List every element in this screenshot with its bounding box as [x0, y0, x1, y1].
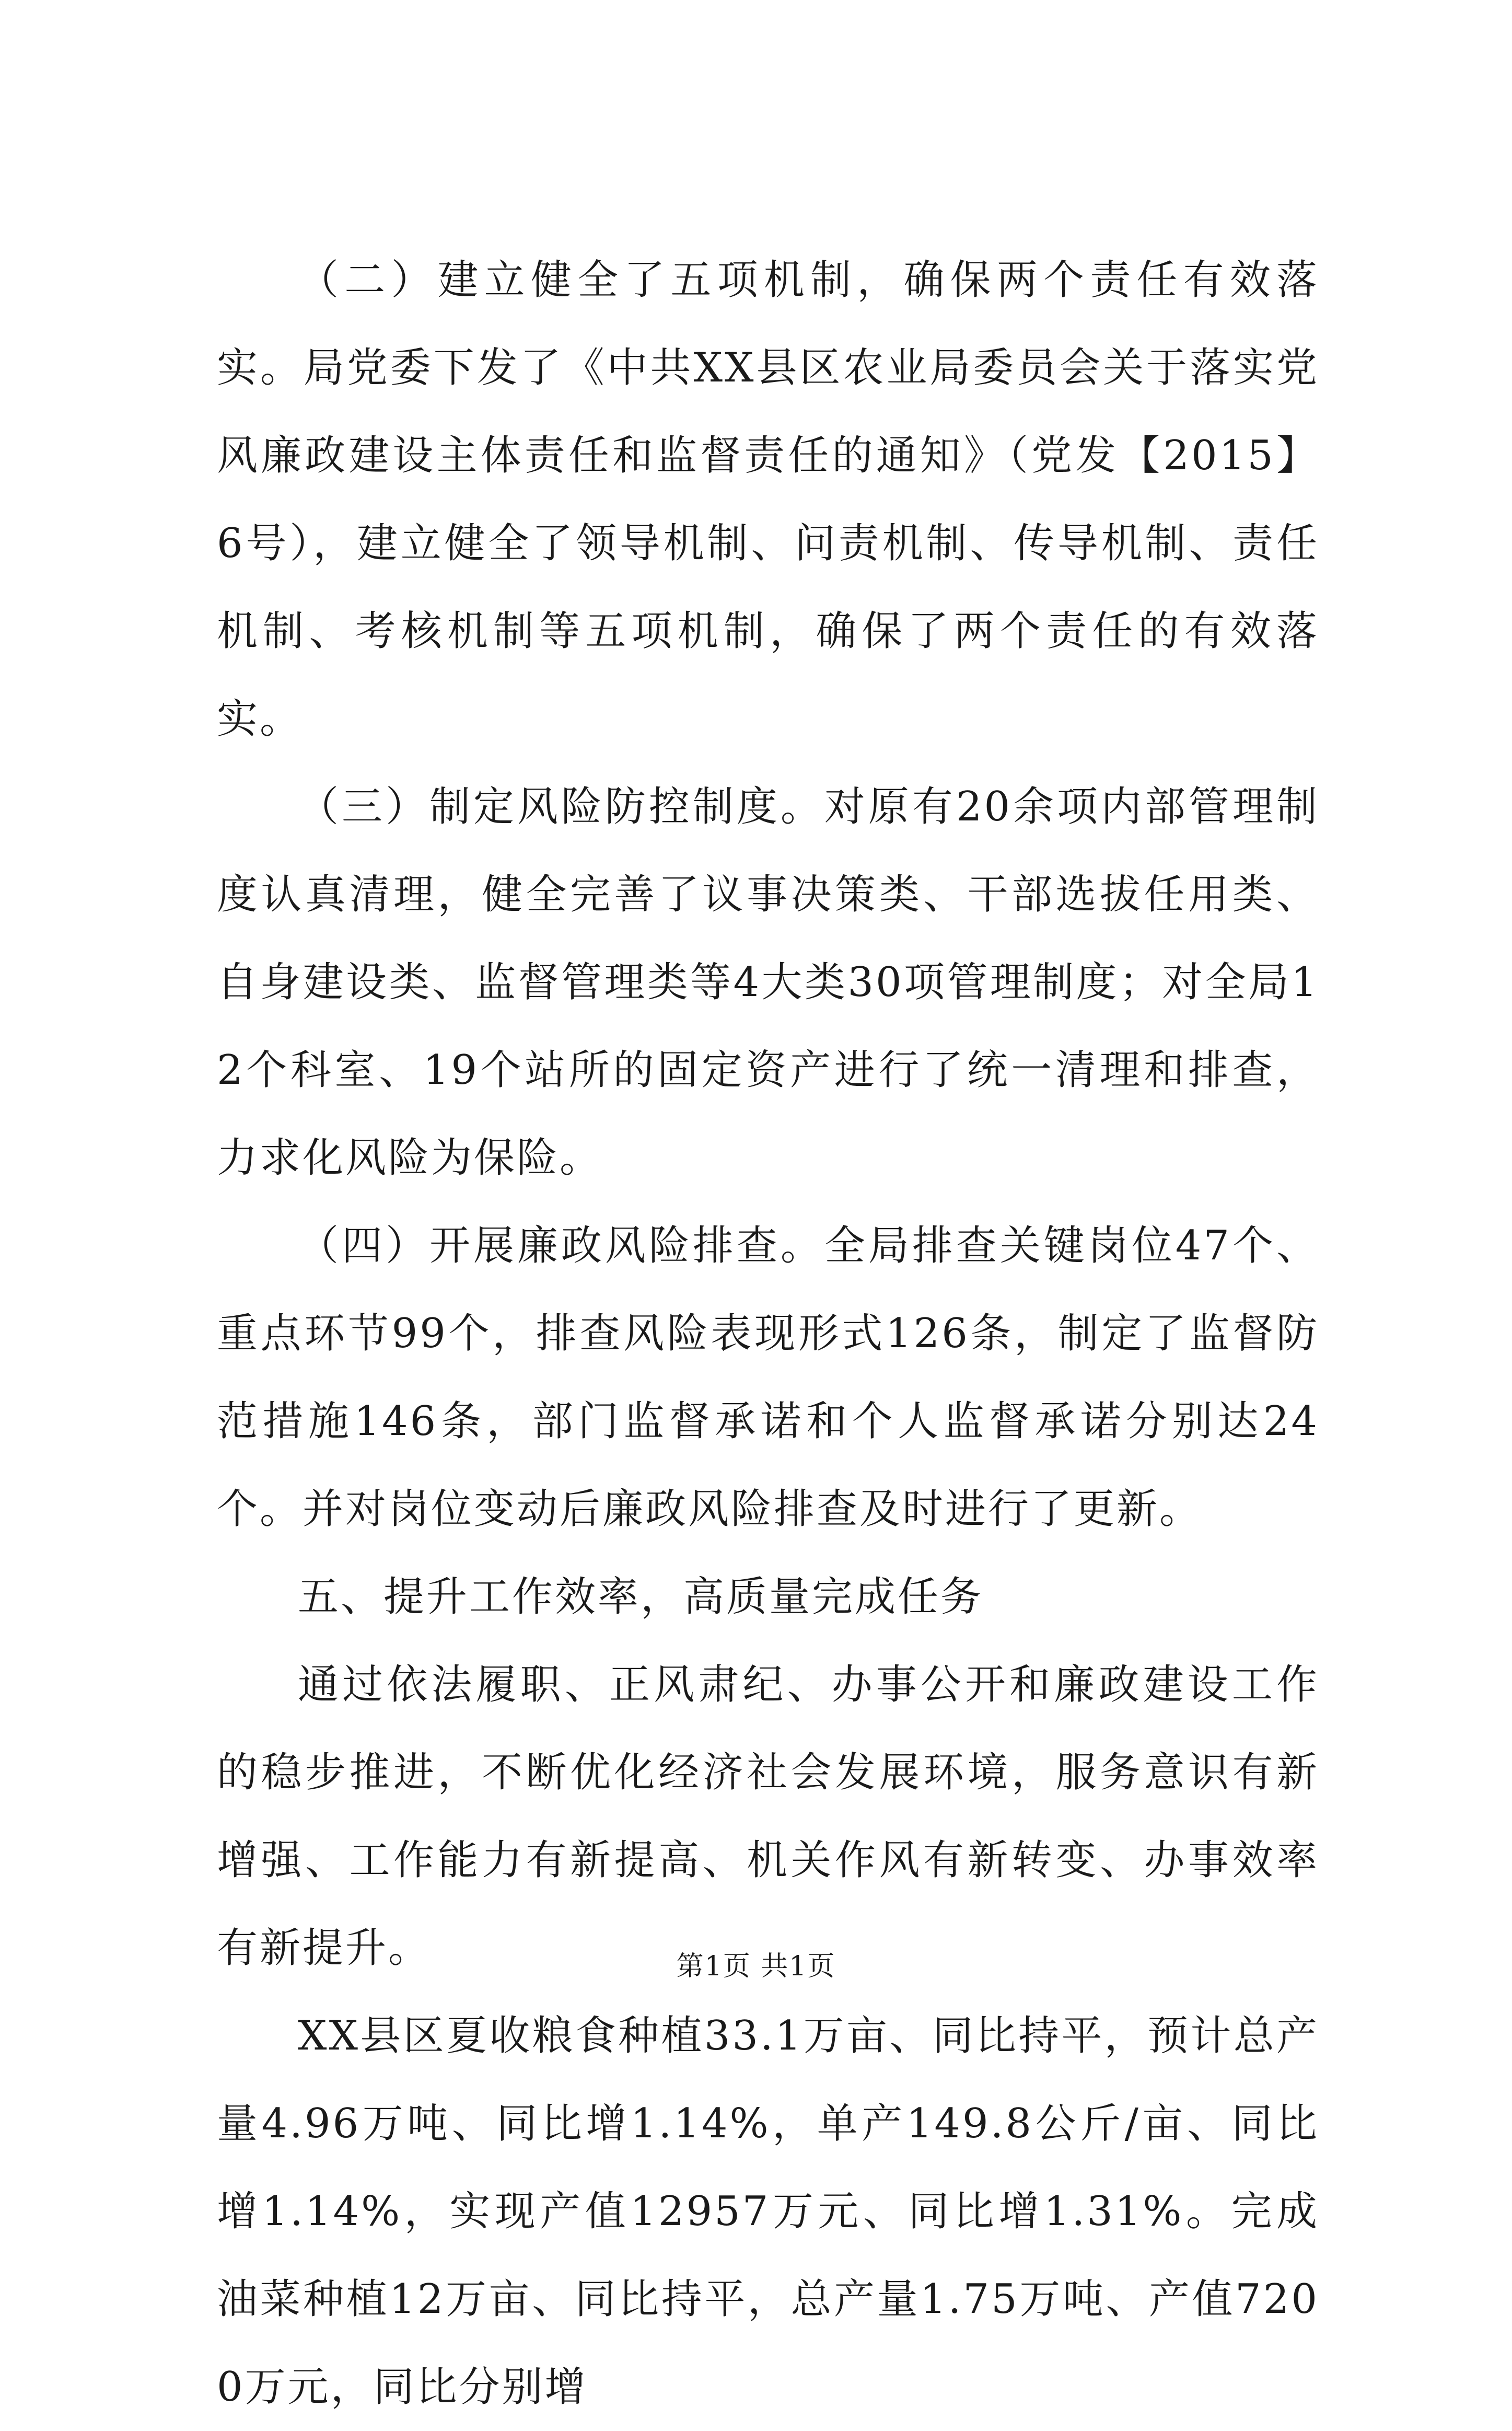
section-heading-efficiency: 五、提升工作效率，高质量完成任务 [298, 1573, 984, 1620]
paragraph-efficiency: 通过依法履职、正风肃纪、办事公开和廉政建设工作的稳步推进，不断优化经济社会发展环境，服务意识有新增强、工作能力有新提高、机关作风有新转变、办事效率有新提升。 [217, 1661, 1319, 1972]
paragraph-mechanisms: （二）建立健全了五项机制，确保两个责任有效落实。局党委下发了《中共XX县区农业局委员会关于落实党风廉政建设主体责任和监督责任的通知》（党发【2015】6号），建立健全了领导机制、问责机制、传导机制、责任机制、考核机制等五项机制，确保了两个责任的有效落实。 [217, 257, 1319, 743]
paragraph-harvest-stats: XX县区夏收粮食种植33.1万亩、同比持平，预计总产量4.96万吨、同比增1.14%，单产149.8公斤/亩、同比增1.14%，实现产值12957万元、同比增1.31%。完成油菜种植12万亩、同比持平，总产量1.75万吨、产值7200万元，同比分别增 [217, 2012, 1319, 2411]
paragraph-risk-control: （三）制定风险防控制度。对原有20余项内部管理制度认真清理，健全完善了议事决策类、干部选拔任用类、自身建设类、监督管理类等4大类30项管理制度；对全局12个科室、19个站所的固定资产进行了统一清理和排查，力求化风险为保险。 [217, 783, 1319, 1182]
document-body [217, 236, 1319, 2431]
page-footer: 第1页 共1页 [676, 1951, 836, 1982]
paragraph-risk-screening: （四）开展廉政风险排查。全局排查关键岗位47个、重点环节99个，排查风险表现形式126条，制定了监督防范措施146条，部门监督承诺和个人监督承诺分别达24个。并对岗位变动后廉政风险排查及时进行了更新。 [217, 1222, 1319, 1533]
